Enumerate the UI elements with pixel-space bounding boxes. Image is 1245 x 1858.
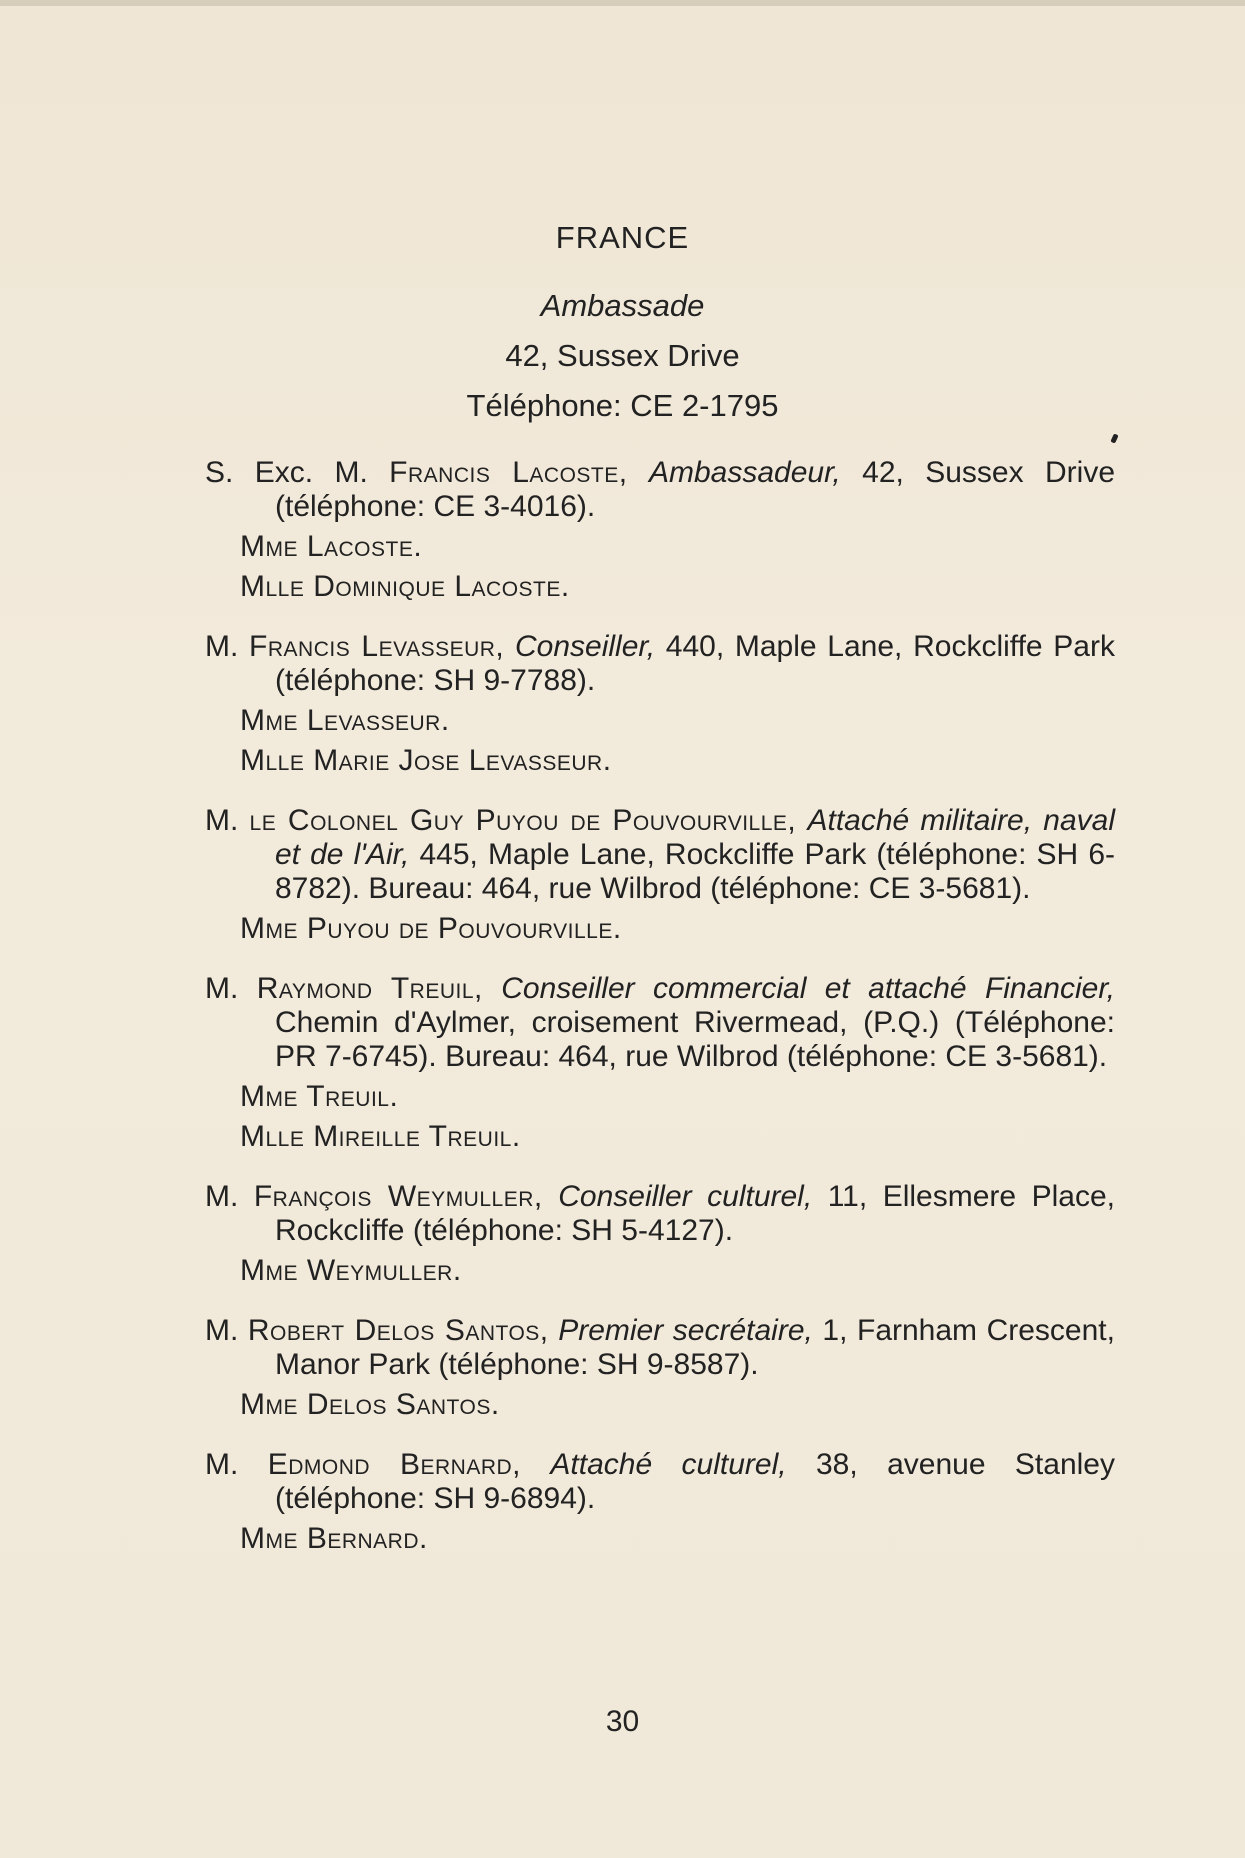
entry-text bbox=[205, 1180, 1115, 1248]
family-member: Mme Delos Santos. bbox=[240, 1388, 500, 1421]
entry-prefix: M. bbox=[205, 1180, 239, 1213]
entry-name: Edmond Bernard, bbox=[267, 1448, 521, 1481]
entry-detail: Chemin d'Aylmer, croisement Rivermead, (P.Q.) (Téléphone: PR 7-6745). Bureau: 464, rue Wilbrod (téléphone: CE 3-5681). bbox=[275, 1006, 1115, 1073]
entry-text bbox=[205, 1314, 1115, 1382]
entry-role: Ambassadeur, bbox=[648, 456, 841, 489]
family-member: Mlle Dominique Lacoste. bbox=[240, 570, 570, 603]
staff-entry bbox=[205, 1448, 1115, 1556]
family-member: Mme Bernard. bbox=[240, 1522, 428, 1555]
embassy-telephone: Téléphone: CE 2-1795 bbox=[466, 388, 779, 423]
section-subtitle: Ambassade bbox=[540, 288, 705, 323]
staff-entry bbox=[205, 1180, 1115, 1288]
entry-role: Attaché culturel, bbox=[550, 1448, 787, 1481]
family-member: Mme Weymuller. bbox=[240, 1254, 462, 1287]
entry-role: Conseiller, bbox=[514, 630, 656, 663]
page-top-edge bbox=[0, 0, 1245, 6]
entry-detail: 42, Sussex Drive (téléphone: CE 3-4016). bbox=[275, 456, 1116, 523]
entry-text bbox=[205, 804, 1115, 906]
entry-detail: 440, Maple Lane, Rockcliffe Park (téléphone: SH 9-7788). bbox=[275, 630, 1115, 697]
entry-text bbox=[205, 1448, 1115, 1516]
entry-detail: 1, Farnham Crescent, Manor Park (téléphone: SH 9-8587). bbox=[275, 1314, 1115, 1381]
entry-prefix: M. bbox=[205, 804, 239, 837]
staff-entry bbox=[205, 1314, 1115, 1422]
family-member: Mme Puyou de Pouvourville. bbox=[240, 912, 622, 945]
staff-entry bbox=[205, 630, 1115, 778]
entry-name: Robert Delos Santos, bbox=[247, 1314, 549, 1347]
entry-detail: 445, Maple Lane, Rockcliffe Park (téléphone: SH 6-8782). Bureau: 464, rue Wilbrod (téléphone: CE 3-5681). bbox=[275, 838, 1115, 905]
staff-entry bbox=[205, 972, 1115, 1154]
entry-prefix: M. bbox=[205, 630, 239, 663]
entry-role: Conseiller commercial et attaché Financier, bbox=[501, 972, 1116, 1005]
ink-mark bbox=[1110, 433, 1118, 443]
family-member: Mme Treuil. bbox=[240, 1080, 399, 1113]
staff-entry bbox=[205, 456, 1115, 604]
entry-name: Francis Levasseur, bbox=[249, 630, 505, 663]
entry-role: Attaché militaire, naval et de l'Air, bbox=[275, 804, 1115, 871]
entry-role: Premier secrétaire, bbox=[558, 1314, 813, 1347]
entry-name: le Colonel Guy Puyou de Pouvourville, bbox=[249, 804, 797, 837]
page-number: 30 bbox=[605, 1705, 640, 1738]
entry-text bbox=[205, 630, 1115, 698]
staff-entry bbox=[205, 804, 1115, 946]
entry-detail: 38, avenue Stanley (téléphone: SH 9-6894). bbox=[275, 1448, 1115, 1515]
entry-text bbox=[205, 456, 1115, 524]
family-member: Mme Lacoste. bbox=[240, 530, 423, 563]
entry-name: Francis Lacoste, bbox=[389, 456, 628, 489]
family-member: Mlle Mireille Treuil. bbox=[240, 1120, 521, 1153]
entry-name: Raymond Treuil, bbox=[256, 972, 483, 1005]
entry-prefix: M. bbox=[205, 1448, 239, 1481]
entry-prefix: M. bbox=[205, 1314, 239, 1347]
entry-prefix: S. Exc. M. bbox=[205, 456, 368, 489]
staff-list bbox=[205, 456, 1115, 1582]
country-heading: FRANCE bbox=[555, 220, 690, 255]
entry-role: Conseiller culturel, bbox=[558, 1180, 813, 1213]
entry-prefix: M. bbox=[205, 972, 239, 1005]
embassy-address: 42, Sussex Drive bbox=[505, 338, 740, 373]
entry-name: François Weymuller, bbox=[253, 1180, 543, 1213]
entry-detail: 11, Ellesmere Place, Rockcliffe (téléphone: SH 5-4127). bbox=[275, 1180, 1115, 1247]
entry-text bbox=[205, 972, 1115, 1074]
family-member: Mme Levasseur. bbox=[240, 704, 450, 737]
family-member: Mlle Marie Jose Levasseur. bbox=[240, 744, 612, 777]
